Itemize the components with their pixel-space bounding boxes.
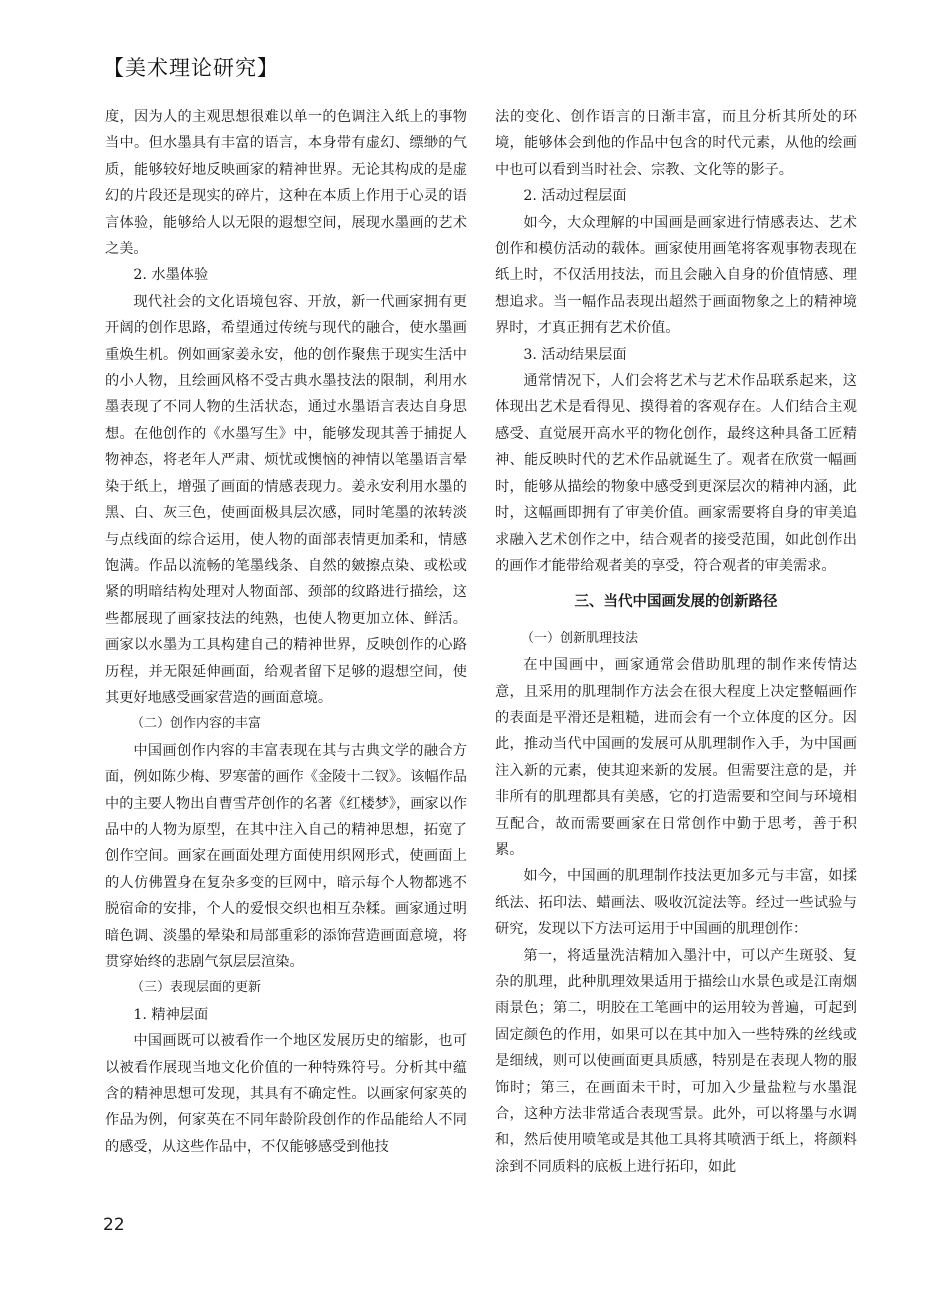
subsection-heading: （二）创作内容的丰富 <box>131 716 262 732</box>
paragraph: 法的变化、创作语言的日渐丰富，而且分析其所处的环境，能够体会到他的作品中包含的时代元素，从他的绘画中也可以看到当时社会、宗教、文化等的影子。 <box>495 109 857 178</box>
paragraph: 在中国画中，画家通常会借助肌理的制作来传情达意，且采用的肌理制作方法会在很大程度上决定整幅画作的表面是平滑还是粗糙，进而会有一个立体度的区分。因此，推动当代中国画的发展可从肌理制作入手，为中国画注入新的元素，使其迎来新的发展。但需要注意的是，并非所有的肌理都具有美感，它的打造需要和空间与环境相互配合，故而需要画家在日常创作中勤于思考，善于积累。 <box>495 657 857 858</box>
paragraph: 如今，大众理解的中国画是画家进行情感表达、艺术创作和模仿活动的载体。画家使用画笔将客观事物表现在纸上时，不仅活用技法，而且会融入自身的价值情感、理想追求。当一幅作品表现出超然于画面物象之上的精神境界时，才真正拥有艺术价值。 <box>495 214 857 337</box>
subsection-heading: （一）创新肌理技法 <box>521 630 639 646</box>
paragraph: 如今，中国画的肌理制作技法更加多元与丰富，如揉纸法、拓印法、蜡画法、吸收沉淀法等。经过一些试验与研究，发现以下方法可运用于中国画的肌理创作： <box>495 868 857 938</box>
section-heading: 三、当代中国画发展的创新路径 <box>574 594 778 611</box>
right-column <box>495 104 857 1180</box>
subheading: 2. 活动过程层面 <box>523 188 627 205</box>
subheading: 3. 活动结果层面 <box>523 346 627 363</box>
paragraph: 第一，将适量洗洁精加入墨汁中，可以产生斑驳、复杂的肌理，此种肌理效果适用于描绘山水景色或是江南烟雨景色；第二，明胶在工笔画中的运用较为普遍，可起到固定颜色的作用，如果可以在其中加入一些特殊的丝线或是细绒，则可以使画面更具质感，特别是在表现人物的服饰时；第三，在画面未干时，可加入少量盐粒与水墨混合，这种方法非常适合表现雪景。此外，可以将墨与水调和，然后使用喷笔或是其他工具将其喷洒于纸上，将颜料涂到不同质料的底板上进行拓印，如此 <box>495 947 857 1175</box>
paragraph: 中国画创作内容的丰富表现在其与古典文学的融合方面，例如陈少梅、罗寒蕾的画作《金陵十二钗》。该幅作品中的主要人物出自曹雪芹创作的名著《红楼梦》，画家以作品中的人物为原型，在其中注入自己的精神思想，拓宽了创作空间。画家在画面处理方面使用织网形式，使画面上的人仿佛置身在复杂多变的巨网中，暗示每个人物都逃不脱宿命的安排，个人的爱恨交织也相互杂糅。画家通过明暗色调、淡墨的晕染和局部重彩的添饰营造画面意境，将贯穿始终的悲剧气氛层层渲染。 <box>105 742 467 970</box>
subheading: 2. 水墨体验 <box>133 267 209 284</box>
paragraph: 中国画既可以被看作一个地区发展历史的缩影，也可以被看作展现当地文化价值的一种特殊符号。分析其中蕴含的精神思想可发现，其具有不确定性。以画家何家英的作品为例，何家英在不同年龄阶段创作的作品能给人不同的感受，从这些作品中，不仅能够感受到他技 <box>105 1033 467 1155</box>
paragraph: 通常情况下，人们会将艺术与艺术作品联系起来，这体现出艺术是看得见、摸得着的客观存在。人们结合主观感受、直觉展开高水平的物化创作，最终这种具备工匠精神、能反映时代的艺术作品就诞生了。观者在欣赏一幅画时，能够从描绘的物象中感受到更深层次的精神内涵，此时，这幅画即拥有了审美价值。画家需要将自身的审美追求融入艺术创作之中，结合观者的接受范围，如此创作出的画作才能带给观者美的享受，符合观者的审美需求。 <box>495 373 857 574</box>
subsection-heading: （三）表现层面的更新 <box>131 980 262 996</box>
paragraph: 度，因为人的主观思想很难以单一的色调注入纸上的事物当中。但水墨具有丰富的语言，本身带有虚幻、缥缈的气质，能够较好地反映画家的精神世界。无论其构成的是虚幻的片段还是现实的碎片，这种在本质上作用于心灵的语言体验，能够给人以无限的遐想空间，展现水墨画的艺术之美。 <box>105 109 467 258</box>
paragraph: 现代社会的文化语境包容、开放，新一代画家拥有更开阔的创作思路，希望通过传统与现代的融合，使水墨画重焕生机。例如画家姜永安，他的创作聚焦于现实生活中的小人物，且绘画风格不受古典水墨技法的限制，利用水墨表现了不同人物的生活状态，通过水墨语言表达自身思想。在他创作的《水墨写生》中，能够发现其善于捕捉人物神态，将老年人严肃、烦忧或懊恼的神情以笔墨语言晕染于纸上，增强了画面的情感表现力。姜永安利用水墨的黑、白、灰三色，使画面极具层次感，同时笔墨的浓转淡与点线面的综合运用，使人物的面部表情更加柔和，情感饱满。作品以流畅的笔墨线条、自然的皴擦点染、或松或紧的明暗结构处理对人物面部、颈部的纹路进行描绘，这些都展现了画家技法的纯熟，也使人物更加立体、鲜活。画家以水墨为工具构建自己的精神世界，反映创作的心路历程，并无限延伸画面，给观者留下足够的遐想空间，使其更好地感受画家营造的画面意境。 <box>105 293 467 706</box>
subheading: 1. 精神层面 <box>133 1006 209 1023</box>
left-column <box>105 104 467 1160</box>
journal-section-header: 【美术理论研究】 <box>103 56 279 80</box>
page-number: 22 <box>103 1215 125 1235</box>
